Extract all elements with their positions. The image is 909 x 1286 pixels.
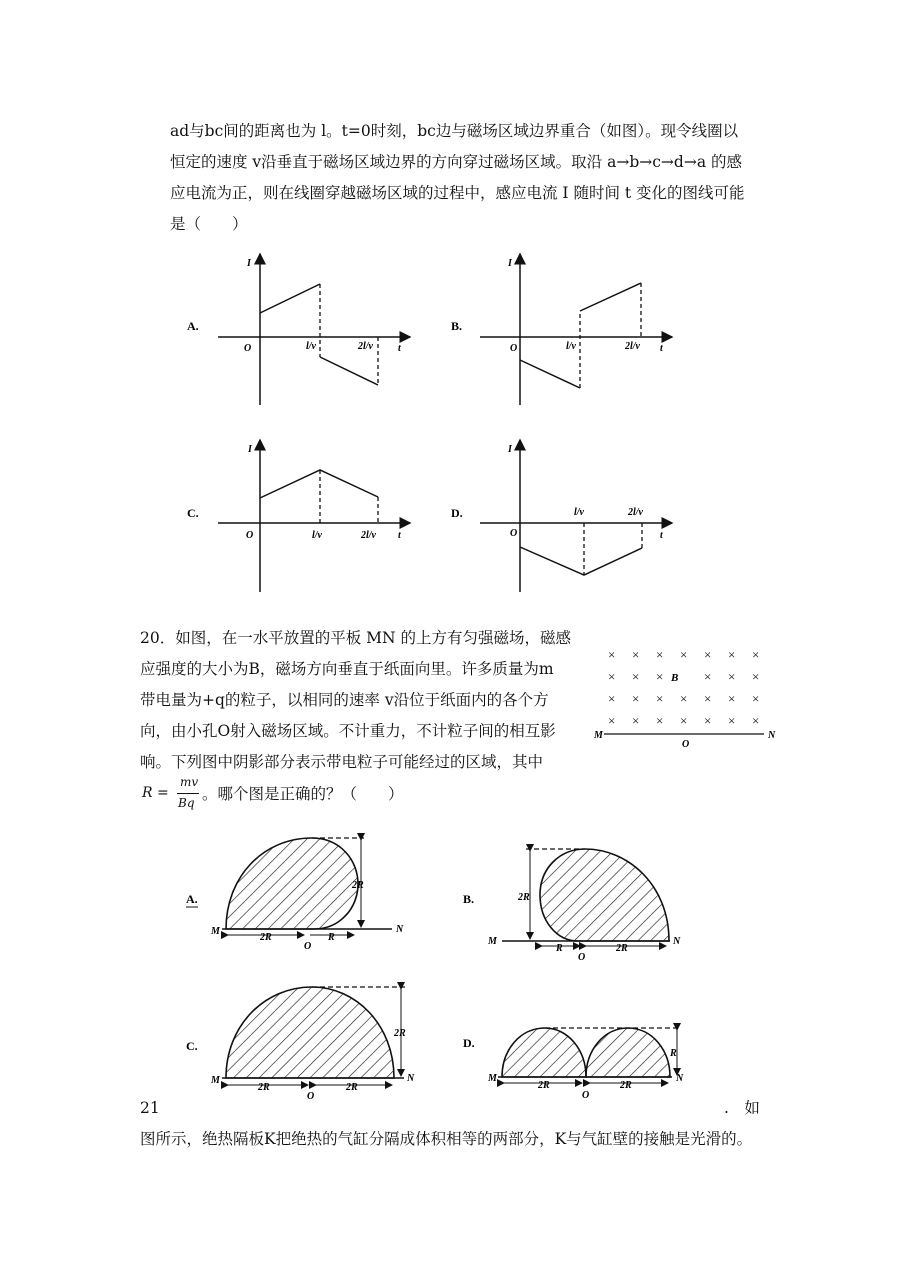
- svg-text:2R: 2R: [620, 1080, 632, 1091]
- q20-formula-tail: 。哪个图是正确的？（ ）: [202, 785, 404, 803]
- graph-a-t2: 2l/v: [358, 341, 373, 352]
- graph-c-ylabel: I: [248, 444, 252, 455]
- svg-text:×: ×: [632, 691, 640, 706]
- graph-d-xlabel: t: [660, 530, 663, 541]
- q19-line-4: 是（ ）: [170, 215, 248, 233]
- svg-text:M: M: [488, 936, 497, 947]
- svg-text:×: ×: [752, 647, 760, 662]
- svg-text:R: R: [556, 943, 563, 954]
- svg-text:×: ×: [680, 691, 688, 706]
- q20-line-3: 带电量为+q的粒子，以相同的速率 v沿位于纸面内的各个方: [140, 691, 549, 709]
- svg-text:O: O: [578, 952, 586, 963]
- graph-b-t1: l/v: [566, 341, 576, 352]
- field-n-label: N: [768, 730, 776, 741]
- svg-text:×: ×: [752, 713, 760, 728]
- graph-b-xlabel: t: [660, 343, 663, 354]
- q20-line-2: 应强度的大小为B，磁场方向垂直于纸面向里。许多质量为m: [140, 660, 554, 678]
- svg-text:×: ×: [632, 647, 640, 662]
- svg-text:×: ×: [680, 647, 688, 662]
- svg-text:×: ×: [656, 691, 664, 706]
- svg-text:N: N: [396, 924, 404, 935]
- svg-text:×: ×: [632, 713, 640, 728]
- graph-d-ylabel: I: [508, 444, 512, 455]
- graph-c-letter: C.: [187, 506, 199, 520]
- svg-text:R: R: [328, 932, 335, 943]
- q21-number: 21: [140, 1099, 160, 1117]
- option-d: [463, 1028, 684, 1101]
- svg-text:O: O: [582, 1090, 590, 1101]
- svg-text:C.: C.: [186, 1039, 198, 1053]
- svg-text:×: ×: [752, 691, 760, 706]
- svg-text:M: M: [488, 1073, 497, 1084]
- graph-c-t1: l/v: [312, 530, 322, 541]
- graph-b-t2: 2l/v: [625, 341, 640, 352]
- svg-text:2R: 2R: [260, 932, 272, 943]
- svg-text:×: ×: [656, 713, 664, 728]
- svg-text:D.: D.: [463, 1036, 475, 1050]
- svg-text:B.: B.: [463, 892, 475, 906]
- svg-text:M: M: [211, 1075, 220, 1086]
- svg-text:×: ×: [704, 691, 712, 706]
- q20-line-5: 响。下列图中阴影部分表示带电粒子可能经过的区域，其中: [140, 753, 544, 771]
- svg-text:O: O: [307, 1091, 315, 1102]
- q20-line-4: 向，由小孔O射入磁场区域。不计重力，不计粒子间的相互影: [140, 722, 556, 740]
- svg-text:2R: 2R: [346, 1082, 358, 1093]
- option-b: [463, 849, 681, 963]
- svg-text:×: ×: [608, 713, 616, 728]
- formula-lhs: R =: [142, 785, 169, 801]
- svg-text:A.: A.: [186, 892, 198, 906]
- graph-c-t2: 2l/v: [361, 530, 376, 541]
- svg-text:N: N: [676, 1073, 684, 1084]
- svg-text:×: ×: [632, 669, 640, 684]
- svg-text:R: R: [670, 1048, 677, 1059]
- svg-text:N: N: [673, 936, 681, 947]
- graph-a-xlabel: t: [398, 343, 401, 354]
- graph-d-letter: D.: [451, 506, 463, 520]
- q19-line-3: 应电流为正，则在线圈穿越磁场区域的过程中，感应电流 I 随时间 t 变化的图线可能: [170, 184, 745, 202]
- svg-text:×: ×: [728, 669, 736, 684]
- graph-b-origin: O: [510, 343, 518, 354]
- graph-d-origin: O: [510, 528, 518, 539]
- option-c: [186, 987, 415, 1102]
- svg-text:×: ×: [704, 647, 712, 662]
- graph-a-letter: A.: [187, 319, 199, 333]
- field-o-label: O: [682, 739, 690, 750]
- graph-a-ylabel: I: [247, 258, 251, 269]
- svg-text:O: O: [304, 941, 312, 952]
- svg-text:2R: 2R: [616, 943, 628, 954]
- graph-d-t1: l/v: [574, 507, 584, 518]
- graph-c-xlabel: t: [398, 530, 401, 541]
- field-b-label: B: [671, 672, 679, 684]
- svg-text:×: ×: [608, 669, 616, 684]
- svg-text:2R: 2R: [258, 1082, 270, 1093]
- svg-text:×: ×: [728, 647, 736, 662]
- formula-denominator: Bq: [178, 796, 195, 810]
- svg-text:N: N: [407, 1073, 415, 1084]
- formula-numerator: mv: [180, 775, 199, 789]
- graph-b-ylabel: I: [508, 258, 512, 269]
- svg-text:M: M: [211, 926, 220, 937]
- option-a: [186, 838, 404, 952]
- svg-text:×: ×: [704, 713, 712, 728]
- q20-line-1: 20．如图，在一水平放置的平板 MN 的上方有匀强磁场，磁感: [140, 629, 572, 647]
- svg-text:2R: 2R: [394, 1028, 406, 1039]
- svg-text:2R: 2R: [518, 892, 530, 903]
- svg-text:×: ×: [752, 669, 760, 684]
- q21-tail: . 如: [724, 1099, 760, 1117]
- svg-text:×: ×: [728, 691, 736, 706]
- graph-d-t2: 2l/v: [628, 507, 643, 518]
- svg-text:×: ×: [656, 647, 664, 662]
- svg-text:×: ×: [608, 691, 616, 706]
- q19-line-1: ad与bc间的距离也为 l。t=0时刻，bc边与磁场区域边界重合（如图）。现令线圈以: [170, 122, 739, 140]
- q19-line-2: 恒定的速度 v沿垂直于磁场区域边界的方向穿过磁场区域。取沿 a→b→c→d→a 的感: [170, 153, 742, 171]
- svg-text:×: ×: [656, 669, 664, 684]
- svg-text:×: ×: [728, 713, 736, 728]
- graph-b-letter: B.: [451, 319, 463, 333]
- svg-text:2R: 2R: [538, 1080, 550, 1091]
- graph-a-origin: O: [244, 343, 252, 354]
- svg-text:×: ×: [704, 669, 712, 684]
- svg-text:2R: 2R: [352, 880, 364, 891]
- svg-text:×: ×: [608, 647, 616, 662]
- graph-c-origin: O: [246, 530, 254, 541]
- field-m-label: M: [594, 730, 603, 741]
- svg-text:×: ×: [680, 713, 688, 728]
- q21-line-2: 图所示，绝热隔板K把绝热的气缸分隔成体积相等的两部分，K与气缸壁的接触是光滑的。: [140, 1130, 753, 1148]
- graph-a-t1: l/v: [306, 341, 316, 352]
